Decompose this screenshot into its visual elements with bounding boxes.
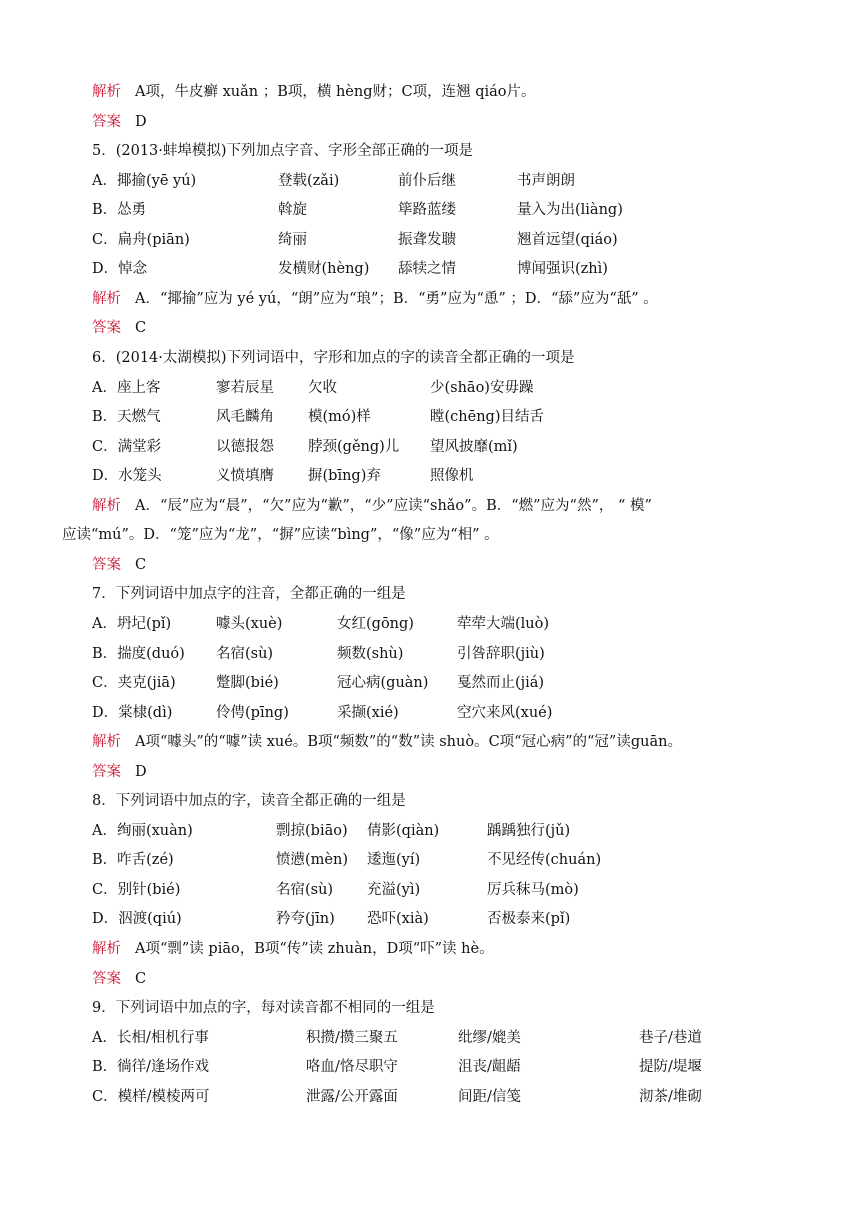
option-cell: D．泅渡(qiú) [92,911,182,928]
answer-label: 答案 [92,763,121,780]
option-cell: 博闻强识(zhì) [517,261,608,278]
option-cell: 以德报怨 [216,438,274,455]
option-cell: 名宿(sù) [276,881,334,898]
question-stem [92,139,473,163]
option-cell: 名宿(sù) [216,645,274,662]
option-cell: 荦荦大端(luò) [457,615,550,632]
analysis-text: A．“揶揄”应为 yé yú，“朗”应为“琅”；B．“勇”应为“恿” ；D．“舔”应为“舐” 。 [135,290,658,307]
analysis-label: 解析 [92,290,121,307]
option-cell: C．扁舟(piān) [92,231,190,248]
option-cell: 提防/堤堰 [639,1059,702,1076]
option-cell: 照像机 [430,468,474,485]
option-cell: 斡旋 [278,202,307,219]
analysis-label: 解析 [92,497,121,514]
option-cell: 泄露/公开露面 [306,1088,398,1105]
option-cell: 前仆后继 [398,172,456,189]
option-cell: 空穴来风(xué) [457,704,553,721]
option-cell: B．怂勇 [92,202,147,219]
answer-label: 答案 [92,556,121,573]
answer-text: C [135,320,147,337]
option-cell: 振聋发聩 [398,231,456,248]
option-cell: D．棠棣(dì) [92,704,173,721]
option-cell: D．水笼头 [92,468,162,485]
option-cell: 不见经传(chuán) [487,852,602,869]
answer-line [92,553,146,577]
answer-label: 答案 [92,113,121,130]
option-cell: 积攒/攒三聚五 [306,1029,398,1046]
answer-line [92,760,147,784]
option-cell: 沏茶/堆砌 [639,1088,702,1105]
answer-line [92,967,146,991]
question-text: 5．(2013·蚌埠模拟)下列加点字音、字形全部正确的一项是 [92,143,474,160]
option-cell: C．别针(bié) [92,881,181,898]
option-cell: 沮丧/龃龉 [458,1059,521,1076]
option-cell: 巷子/巷道 [639,1029,702,1046]
answer-line [92,110,147,134]
option-cell: A．长相/相机行事 [92,1029,209,1046]
option-cell: 望风披靡(mǐ) [430,438,518,455]
option-cell: 筚路蓝缕 [398,202,456,219]
analysis-text: A项“剽”读 piāo，B项“传”读 zhuàn，D项“吓”读 hè。 [135,941,494,957]
answer-text: D [135,113,147,130]
option-cell: C．模样/模棱两可 [92,1088,210,1105]
option-cell: 剽掠(biāo) [276,822,348,839]
option-cell: 蹩脚(bié) [216,675,279,691]
option-cell: 书声朗朗 [517,172,575,189]
option-cell: A．揶揄(yē yú) [92,172,197,189]
option-cell: 愤懑(mèn) [276,852,348,869]
option-cell: 少(shāo)安毋躁 [430,379,534,396]
option-cell: 义愤填膺 [216,468,274,485]
option-cell: 矜夸(jīn) [276,911,335,928]
option-cell: A．坍圮(pǐ) [92,615,172,632]
answer-text: C [135,970,147,987]
option-cell: 登载(zǎi) [278,172,340,189]
option-cell: B．揣度(duó) [92,645,185,662]
analysis-line [92,80,536,104]
question-text: 6．(2014·太湖模拟)下列词语中，字形和加点的字的读音全都正确的一项是 [92,349,575,366]
option-cell: 厉兵秣马(mò) [487,881,579,898]
option-cell: 否极泰来(pǐ) [487,911,571,928]
option-cell: 发横财(hèng) [278,261,370,278]
option-cell: 寥若辰星 [216,379,274,396]
analysis-text: A项，牛皮癣 xuǎn ；B项，横 hèng财；C项，连翘 qiáo片。 [135,84,536,100]
continuation-text: 应读“mú”。D．“笼”应为“龙”，“摒”应读“bìng”，“像”应为“相” 。 [62,527,499,544]
option-cell: 脖颈(gěng)儿 [308,438,400,455]
question-stem [92,789,406,813]
analysis-label: 解析 [92,941,121,957]
analysis-line [92,287,658,311]
option-cell: 纰缪/媲美 [458,1029,521,1046]
option-cell: 充溢(yì) [367,881,421,898]
option-cell: 戛然而止(jiá) [457,675,545,691]
option-cell: 伶俜(pīng) [216,704,289,721]
analysis-line [92,730,682,754]
option-cell: 采撷(xié) [337,704,399,721]
question-text: 7．下列词语中加点字的注音，全都正确的一组是 [92,586,406,603]
question-stem [92,346,575,370]
option-cell: 欠收 [308,379,337,396]
option-cell: 噱头(xuè) [216,615,283,632]
question-stem [92,996,435,1020]
option-cell: 引咎辞职(jiù) [457,645,545,662]
question-stem [92,582,406,606]
option-cell: A．座上客 [92,379,161,396]
option-cell: B．天燃气 [92,409,161,426]
option-cell: B．徜徉/逢场作戏 [92,1059,210,1076]
option-cell: 踽踽独行(jǔ) [487,822,571,839]
analysis-line [92,937,494,961]
option-cell: 冠心病(guàn) [337,675,429,691]
option-cell: 瞠(chēng)目结舌 [430,409,544,426]
answer-label: 答案 [92,320,121,337]
option-cell: 翘首远望(qiáo) [517,231,618,248]
option-cell: 咯血/恪尽职守 [306,1059,398,1076]
analysis-label: 解析 [92,734,121,751]
analysis-text: A项“噱头”的“噱”读 xué。B项“频数”的“数”读 shuò。C项“冠心病”的“冠”读guān。 [135,734,682,751]
option-cell: 恐吓(xià) [367,911,429,928]
option-cell: 绮丽 [278,231,307,248]
option-cell: C．满堂彩 [92,438,162,455]
answer-text: D [135,763,147,780]
analysis-continuation [62,523,499,547]
analysis-text: A．“辰”应为“晨”，“欠”应为“歉”，“少”应读“shǎo”。B．“燃”应为“然”， “ 模” [135,497,652,514]
option-cell: 倩影(qiàn) [367,822,440,839]
option-cell: 模(mó)样 [308,409,371,426]
option-cell: D．悼念 [92,261,148,278]
option-cell: 频数(shù) [337,645,404,662]
analysis-label: 解析 [92,84,121,100]
option-cell: C．夹克(jiā) [92,675,176,691]
option-cell: A．绚丽(xuàn) [92,822,193,839]
option-cell: 间距/信笺 [458,1088,521,1105]
question-text: 8．下列词语中加点的字，读音全都正确的一组是 [92,793,406,810]
option-cell: 舔犊之情 [398,261,456,278]
option-cell: B．咋舌(zé) [92,852,174,869]
option-cell: 女红(gōng) [337,615,414,632]
analysis-line [92,494,652,518]
option-cell: 量入为出(liàng) [517,202,623,219]
answer-label: 答案 [92,970,121,987]
option-cell: 摒(bīng)弃 [308,468,381,485]
question-text: 9．下列词语中加点的字，每对读音都不相同的一组是 [92,1000,435,1017]
option-cell: 逶迤(yí) [367,852,421,869]
option-cell: 风毛麟角 [216,409,274,426]
answer-text: C [135,556,147,573]
answer-line [92,316,146,340]
